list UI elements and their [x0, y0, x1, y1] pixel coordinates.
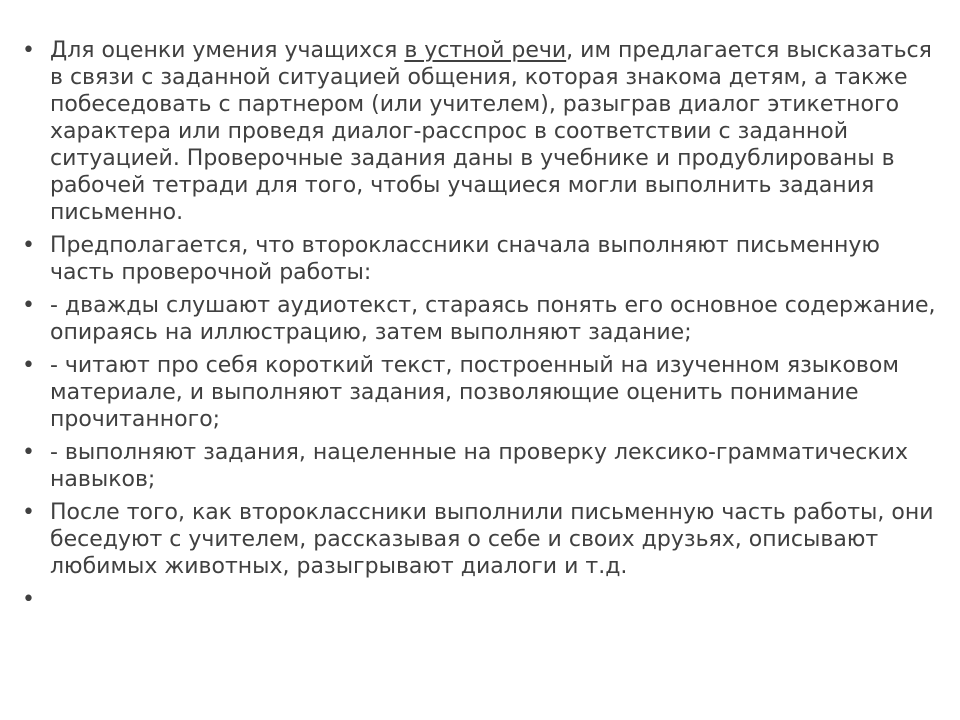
bullet-item-reading — [22, 352, 942, 433]
bullet-icon: • — [22, 233, 35, 258]
item-text: Предполагается, что второклассники сначала выполняют письменную часть проверочной работы: — [50, 233, 880, 285]
item-text: - выполняют задания, нацеленные на проверку лексико-грамматических навыков; — [50, 440, 908, 492]
bullet-icon: • — [22, 38, 35, 63]
item-text-after: , им предлагается высказаться в связи с заданной ситуацией общения, которая знакома детям, а также побеседовать с партнером (или учителем), разыграв диалог этикетного характера или проведя диалог-расспрос в соответствии с заданной ситуацией. Проверочные задания даны в учебнике и продублированы в рабочей тетради для того, чтобы учащиеся могли выполнить задания письменно. — [50, 38, 932, 225]
item-text: - дважды слушают аудиотекст, стараясь понять его основное содержание, опираясь на иллюстрацию, затем выполняют задание; — [50, 293, 936, 345]
item-text-underlined: в устной речи — [404, 38, 567, 63]
bullet-item-listening — [22, 292, 942, 346]
bullet-icon: • — [22, 440, 35, 465]
bullet-item-written-part — [22, 232, 942, 286]
bullet-item-oral-part — [22, 499, 942, 580]
item-text: - читают про себя короткий текст, построенный на изученном языковом материале, и выполняют задания, позволяющие оценить понимание прочитанного; — [50, 353, 899, 432]
bullet-icon: • — [22, 587, 35, 612]
bullet-list — [22, 37, 942, 612]
bullet-item-grammar — [22, 439, 942, 493]
bullet-icon: • — [22, 500, 35, 525]
bullet-icon: • — [22, 353, 35, 378]
item-text-before: Для оценки умения учащихся — [50, 38, 405, 63]
bullet-item-oral-assessment — [22, 37, 942, 226]
item-text: После того, как второклассники выполнили письменную часть работы, они беседуют с учителем, рассказывая о себе и своих друзьях, описывают любимых животных, разыгрывают диалоги и т.д. — [50, 500, 934, 579]
bullet-icon: • — [22, 293, 35, 318]
